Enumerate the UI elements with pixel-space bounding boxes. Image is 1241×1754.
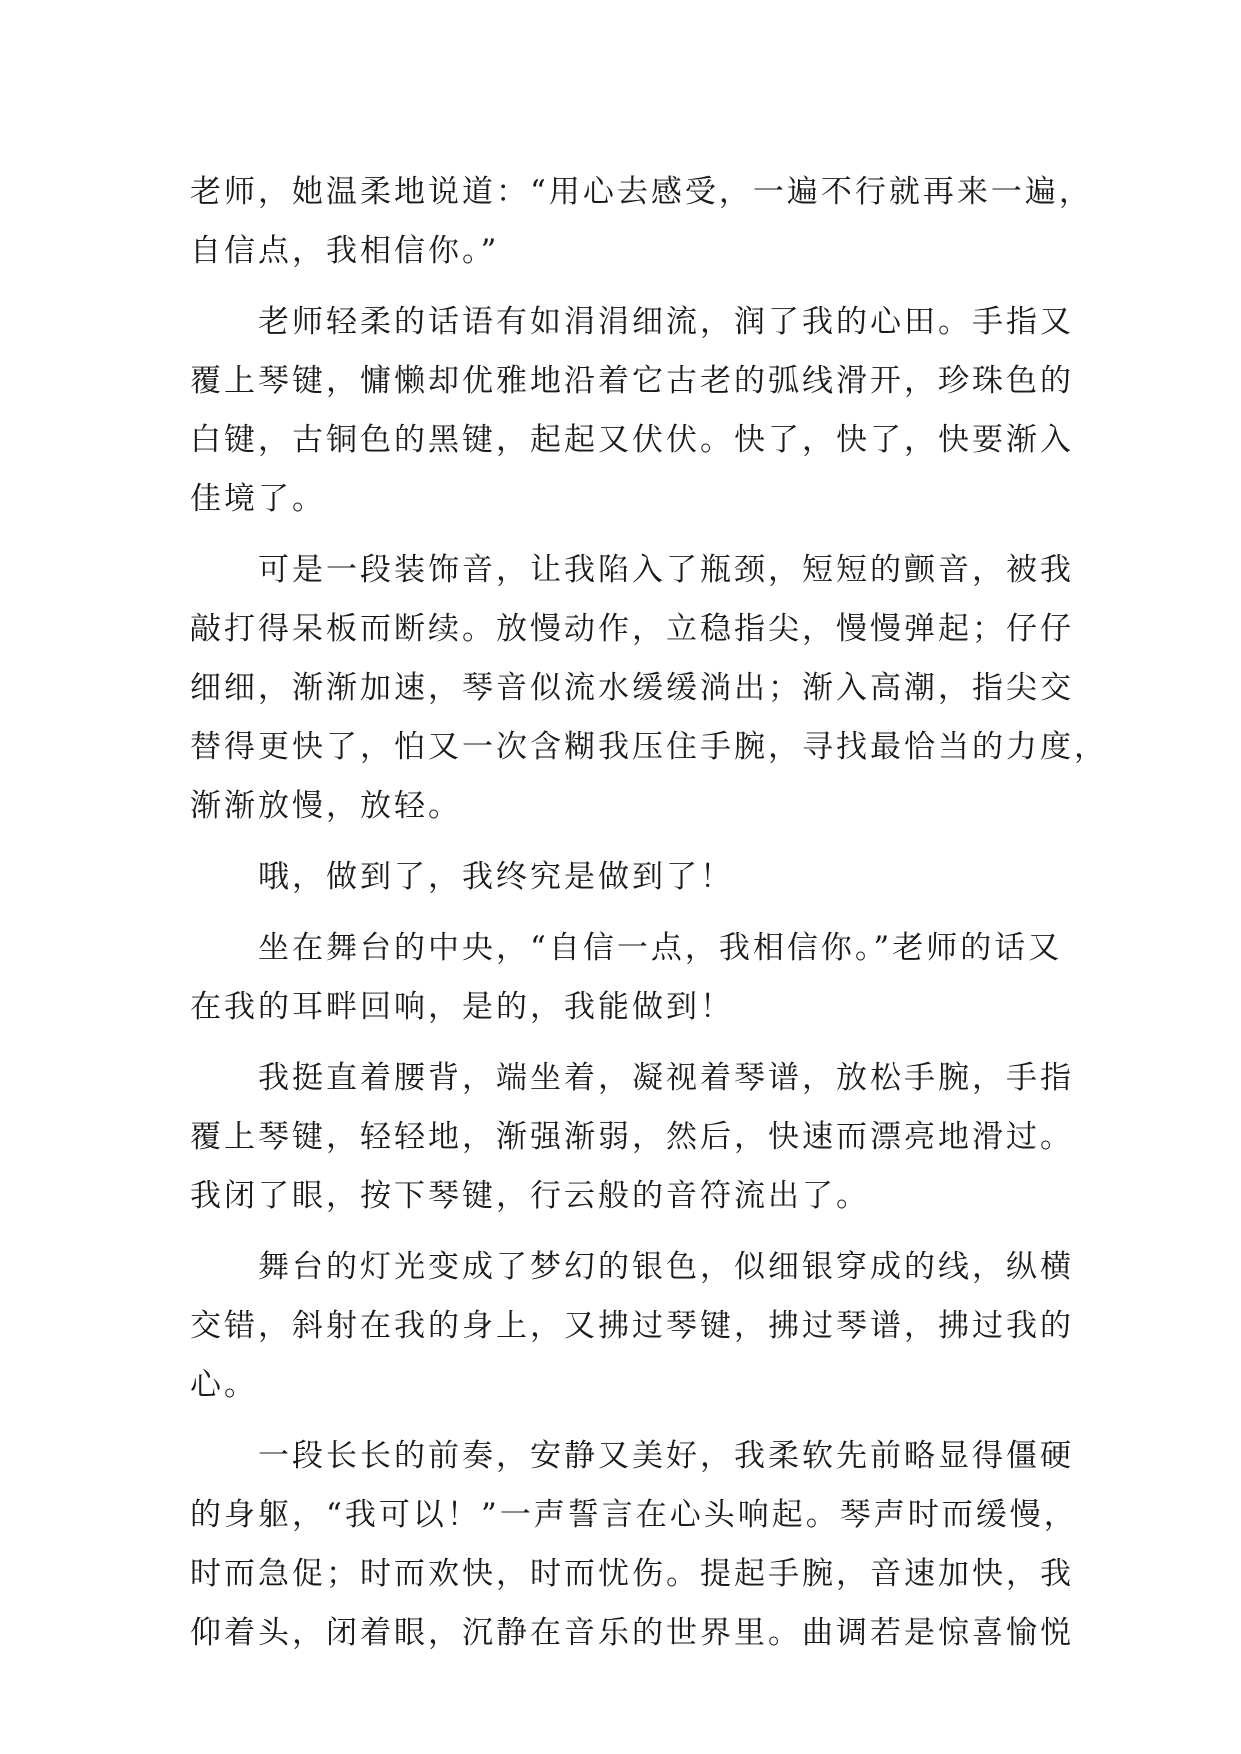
text-line: 仰着头，闭着眼，沉静在音乐的世界里。曲调若是惊喜愉悦 — [190, 1615, 1074, 1651]
text-line: 可是一段装饰音，让我陷入了瓶颈，短短的颤音，被我 — [190, 552, 1074, 588]
text-line: 敲打得呆板而断续。放慢动作，立稳指尖，慢慢弹起；仔仔 — [190, 611, 1074, 647]
text-line: 舞台的灯光变成了梦幻的银色，似细银穿成的线，纵横 — [190, 1249, 1074, 1285]
text-line: 替得更快了，怕又一次含糊我压住手腕，寻找最恰当的力度， — [190, 729, 1108, 765]
text-line: 在我的耳畔回响，是的，我能做到！ — [190, 989, 734, 1025]
text-line: 我挺直着腰背，端坐着，凝视着琴谱，放松手腕，手指 — [190, 1060, 1074, 1096]
text-line: 交错，斜射在我的身上，又拂过琴键，拂过琴谱，拂过我的 — [190, 1308, 1074, 1344]
text-line: 老师轻柔的话语有如涓涓细流，润了我的心田。手指又 — [190, 304, 1074, 340]
text-line: 渐渐放慢，放轻。 — [190, 788, 462, 824]
text-line: 心。 — [190, 1367, 258, 1403]
text-line: 细细，渐渐加速，琴音似流水缓缓淌出；渐入高潮，指尖交 — [190, 670, 1074, 706]
text-line: 我闭了眼，按下琴键，行云般的音符流出了。 — [190, 1178, 870, 1214]
text-line: 时而急促；时而欢快，时而忧伤。提起手腕，音速加快，我 — [190, 1556, 1074, 1592]
paragraph-gap — [190, 1415, 1070, 1427]
text-line: 一段长长的前奏，安静又美好，我柔软先前略显得僵硬 — [190, 1438, 1074, 1474]
text-line: 覆上琴键，轻轻地，渐强渐弱，然后，快速而漂亮地滑过。 — [190, 1119, 1074, 1155]
text-line: 佳境了。 — [190, 481, 326, 517]
text-line: 白键，古铜色的黑键，起起又伏伏。快了，快了，快要渐入 — [190, 422, 1074, 458]
text-line: 哦，做到了，我终究是做到了！ — [190, 859, 734, 895]
paragraph-gap — [190, 907, 1070, 919]
body-text — [190, 163, 1108, 1663]
paragraph-gap — [190, 529, 1070, 541]
paragraph-gap — [190, 281, 1070, 293]
paragraph-gap — [190, 1037, 1070, 1049]
text-line: 自信点，我相信你。” — [190, 233, 500, 269]
text-line: 老师，她温柔地说道：“用心去感受，一遍不行就再来一遍， — [190, 174, 1093, 210]
text-line: 的身躯，“我可以！”一声誓言在心头响起。琴声时而缓慢， — [190, 1497, 1078, 1533]
paragraph-gap — [190, 1226, 1070, 1238]
text-line: 覆上琴键，慵懒却优雅地沿着它古老的弧线滑开，珍珠色的 — [190, 363, 1074, 399]
text-line: 坐在舞台的中央，“自信一点，我相信你。”老师的话又 — [190, 930, 1063, 966]
paragraph-gap — [190, 836, 1070, 848]
